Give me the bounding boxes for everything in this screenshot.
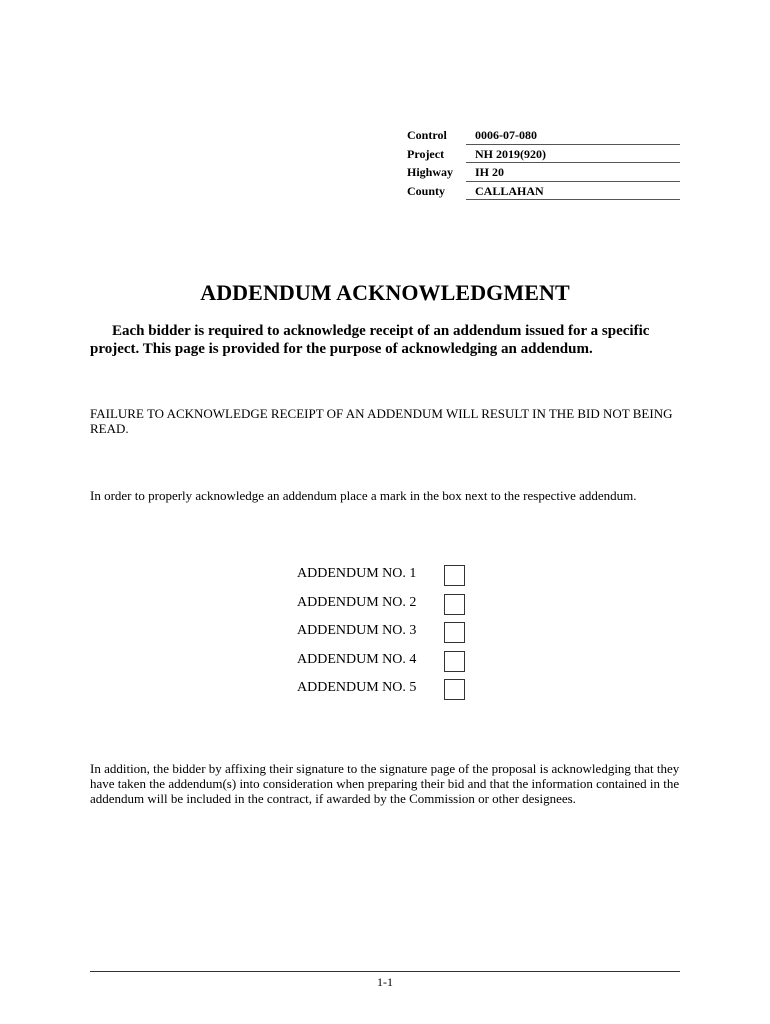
intro-paragraph: Each bidder is required to acknowledge receipt of an addendum issued for a specific project. This page is provided for the purpose of acknowledging an addendum. xyxy=(90,323,650,357)
addendum-row-4 xyxy=(297,649,477,678)
footer-divider xyxy=(90,971,680,972)
addendum-checkbox-1[interactable] xyxy=(444,565,465,586)
addendum-label-3: ADDENDUM NO. 3 xyxy=(297,623,417,638)
addendum-label-4: ADDENDUM NO. 4 xyxy=(297,651,417,667)
addendum-row-1 xyxy=(297,563,477,592)
addendum-label-2: ADDENDUM NO. 2 xyxy=(297,594,417,610)
project-value: NH 2019(920) xyxy=(466,146,680,164)
failure-notice: FAILURE TO ACKNOWLEDGE RECEIPT OF AN ADDENDUM WILL RESULT IN THE BID NOT BEING READ. xyxy=(90,406,673,436)
project-info-table xyxy=(404,127,680,201)
addendum-checkbox-4[interactable] xyxy=(444,651,465,672)
addendum-row-2 xyxy=(297,592,477,621)
addendum-row-3 xyxy=(297,620,477,649)
control-row xyxy=(404,127,680,146)
project-row xyxy=(404,146,680,165)
addendum-checkbox-5[interactable] xyxy=(444,679,465,700)
county-value: CALLAHAN xyxy=(466,183,680,201)
page-number: 1-1 xyxy=(377,975,393,989)
closing-paragraph: In addition, the bidder by affixing their signature to the signature page of the proposal is acknowledging that they have taken the addendum(s) into consideration when preparing their bid and that the information contained in the addendum will be included in the contract, if awarded by the Commission or other designees. xyxy=(90,761,680,806)
addendum-label-1: ADDENDUM NO. 1 xyxy=(297,566,417,581)
control-value: 0006-07-080 xyxy=(466,127,680,145)
highway-value: IH 20 xyxy=(466,164,680,182)
addendum-list xyxy=(297,563,477,706)
addendum-checkbox-3[interactable] xyxy=(444,622,465,643)
instruction-paragraph: In order to properly acknowledge an addendum place a mark in the box next to the respective addendum. xyxy=(90,488,637,503)
county-row xyxy=(404,183,680,202)
project-label: Project xyxy=(407,146,445,161)
highway-row xyxy=(404,164,680,183)
addendum-label-5: ADDENDUM NO. 5 xyxy=(297,680,417,695)
county-label: County xyxy=(407,183,446,198)
highway-label: Highway xyxy=(407,165,454,179)
addendum-row-5 xyxy=(297,677,477,706)
control-label: Control xyxy=(407,128,447,142)
addendum-checkbox-2[interactable] xyxy=(444,594,465,615)
page-title: ADDENDUM ACKNOWLEDGMENT xyxy=(200,280,570,305)
